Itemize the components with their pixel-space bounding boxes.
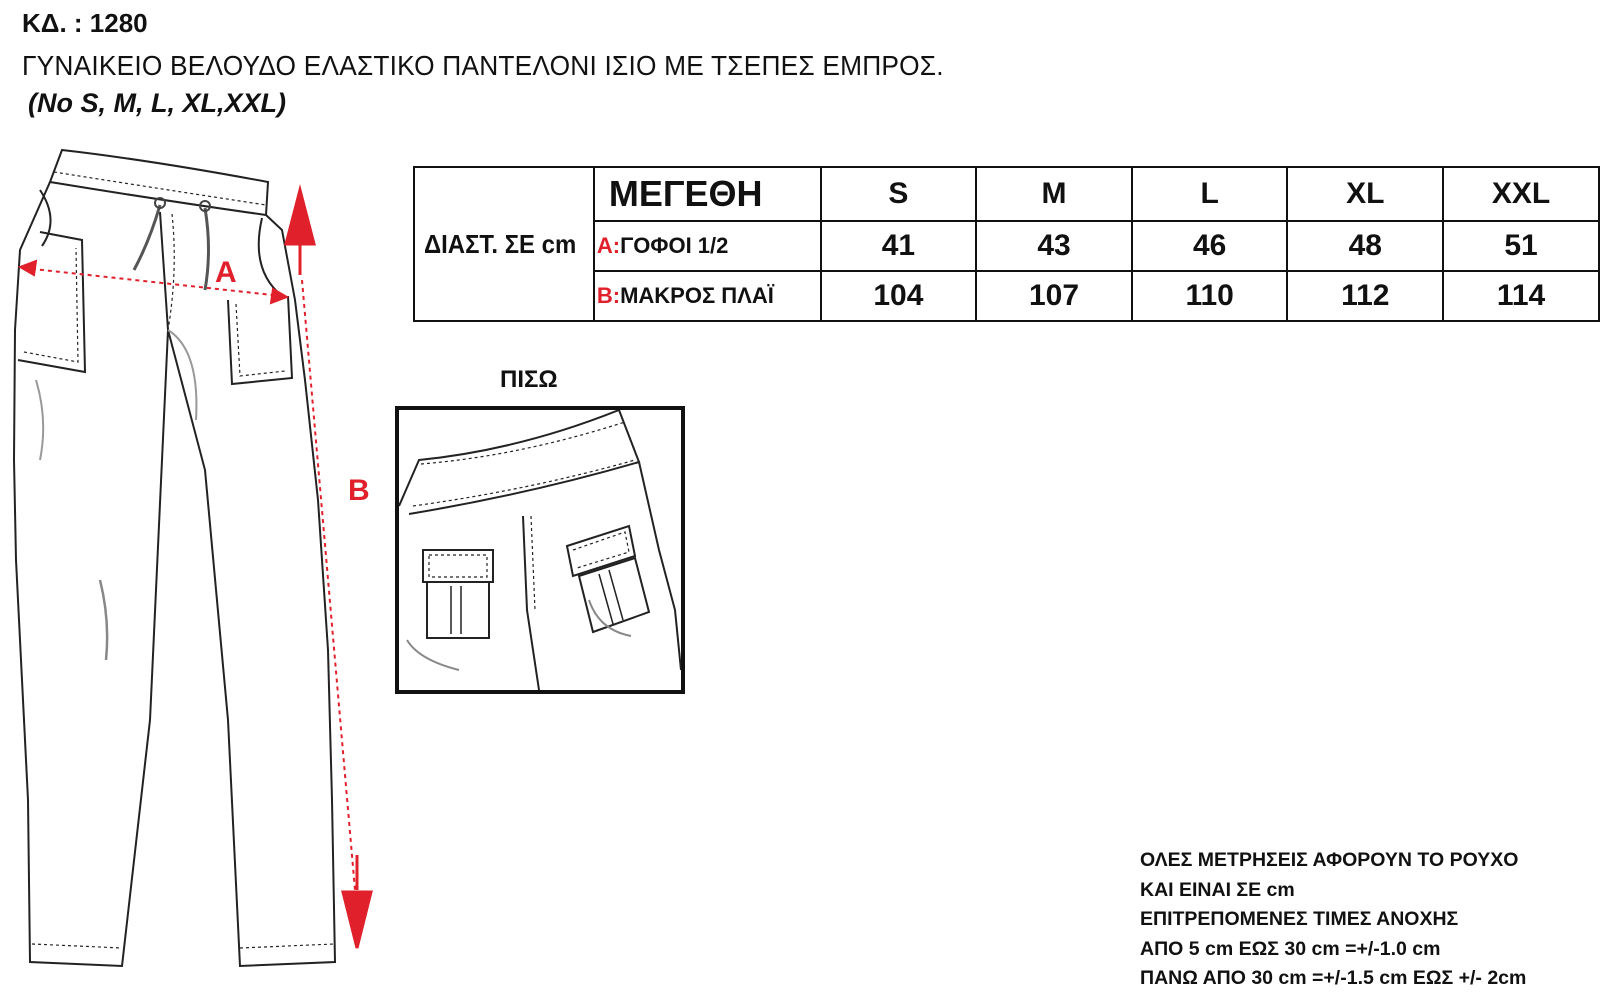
table-cell: 48 <box>1287 221 1443 271</box>
row-label: ΓΟΦΟΙ 1/2 <box>620 233 729 258</box>
note-line: ΟΛΕΣ ΜΕΤΡΗΣΕΙΣ ΑΦΟΡΟΥΝ ΤΟ ΡΟΥΧΟ <box>1140 849 1519 871</box>
table-cell: 112 <box>1287 271 1443 321</box>
table-cell: 114 <box>1443 271 1599 321</box>
row-key: A: <box>596 233 621 258</box>
table-cell: 104 <box>821 271 977 321</box>
table-row <box>414 221 1599 271</box>
product-description: ΓΥΝΑΙΚΕΙΟ ΒΕΛΟΥΔΟ ΕΛΑΣΤΙΚΟ ΠΑΝΤΕΛΟΝΙ ΙΣΙΟ ΜΕ ΤΣΕΠΕΣ ΕΜΠΡΟΣ. <box>22 50 944 81</box>
size-header: ΜΕΓΕΘΗ <box>594 167 821 221</box>
row-label-side-length <box>594 271 821 321</box>
tolerance-notes <box>1140 846 1526 994</box>
dimensions-label: ΔΙΑΣΤ. ΣΕ cm <box>421 167 586 321</box>
row-key: B: <box>596 283 621 308</box>
row-label-hips <box>594 221 821 271</box>
size-chart-table <box>413 166 1600 322</box>
note-line: ΕΠΙΤΡΕΠΟΜΕΝΕΣ ΤΙΜΕΣ ΑΝΟΧΗΣ <box>1140 908 1459 930</box>
size-col-m: M <box>976 167 1132 221</box>
size-col-xl: XL <box>1287 167 1443 221</box>
note-line: ΚΑΙ ΕΙΝΑΙ ΣΕ cm <box>1140 878 1295 901</box>
note-line: ΠΑΝΩ ΑΠΟ 30 cm =+/-1.5 cm ΕΩΣ +/- 2cm <box>1140 967 1527 989</box>
size-col-s: S <box>821 167 977 221</box>
table-cell: 43 <box>976 221 1132 271</box>
table-cell: 41 <box>821 221 977 271</box>
back-view-label: ΠΙΣΩ <box>500 366 558 393</box>
front-pants-drawing <box>0 0 400 996</box>
table-cell: 107 <box>976 271 1132 321</box>
note-line: ΑΠΟ 5 cm ΕΩΣ 30 cm =+/-1.0 cm <box>1140 937 1441 960</box>
table-cell: 51 <box>1443 221 1599 271</box>
product-code: ΚΔ. : 1280 <box>22 8 148 38</box>
back-view-frame <box>395 406 685 694</box>
available-sizes-note: (No S, M, L, XL,XXL) <box>28 88 286 118</box>
label-b: B <box>348 474 370 507</box>
label-a: A <box>215 256 237 289</box>
back-pants-drawing <box>399 410 681 690</box>
size-col-xxl: XXL <box>1443 167 1599 221</box>
size-col-l: L <box>1132 167 1288 221</box>
table-row <box>414 271 1599 321</box>
table-cell: 110 <box>1132 271 1288 321</box>
row-label: ΜΑΚΡΟΣ ΠΛΑΪ <box>620 283 774 308</box>
table-cell: 46 <box>1132 221 1288 271</box>
